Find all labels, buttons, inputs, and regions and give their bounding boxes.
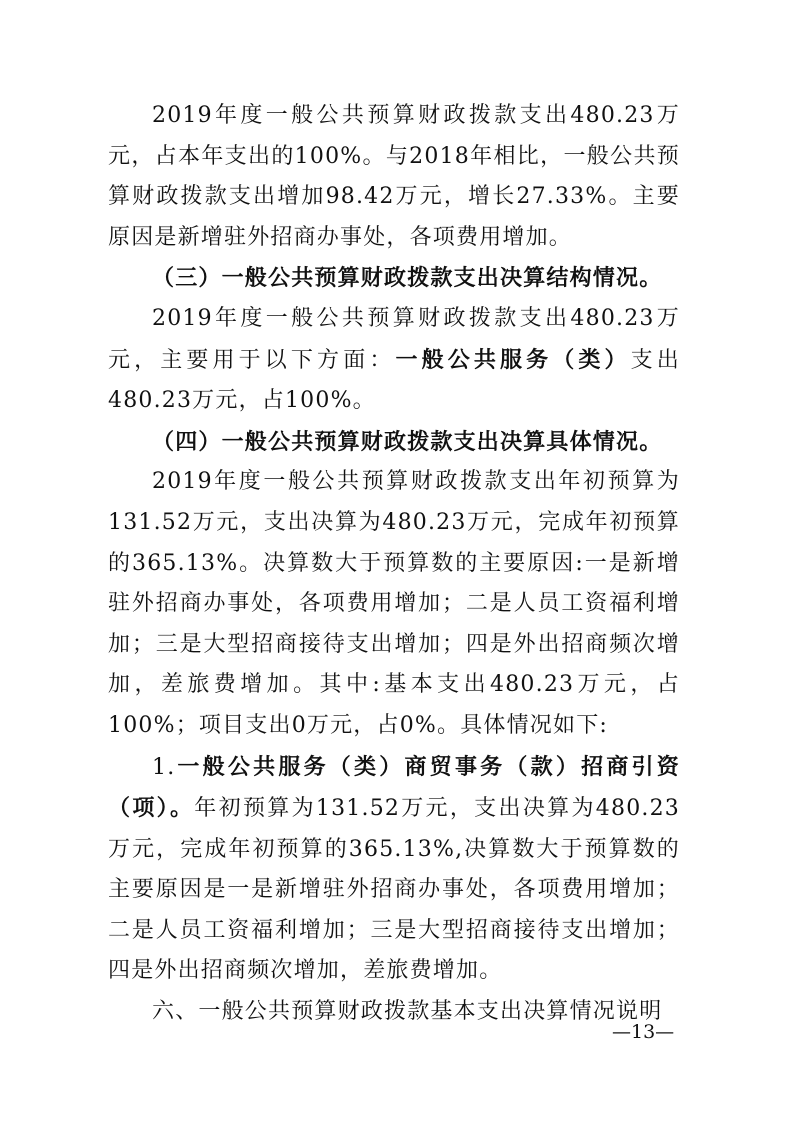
paragraph-text-before: 2019年度一般公共预算财政拨款支出480.23万元，主要用于以下方面：: [108, 305, 680, 373]
section-heading-structure: [108, 258, 680, 299]
heading-text: （四）一般公共预算财政拨款支出决算具体情况。: [152, 428, 663, 455]
item-description: 年初预算为131.52万元，支出决算为480.23万元，完成年初预算的365.13%,决算数大于预算数的主要原因是一是新增驻外招商办事处，各项费用增加；二是人员工资福利增加；三是大型招商接待支出增加；四是外出招商频次增加，差旅费增加。: [108, 796, 680, 984]
section-text: 六、一般公共预算财政拨款基本支出决算情况说明: [152, 999, 663, 1025]
document-body: [108, 96, 680, 1033]
paragraph-text-after: 支出480.23万元，占100%。: [108, 347, 681, 414]
paragraph-text: 2019年度一般公共预算财政拨款支出年初预算为131.52万元，支出决算为480.23万元，完成年初预算的365.13%。决算数大于预算数的主要原因:一是新增驻外招商办事处，各项费用增加；二是人员工资福利增加；三是大型招商接待支出增加；四是外出招商频次增加，差旅费增加。其中:基本支出480.23万元，占100%；项目支出0万元，占0%。具体情况如下:: [108, 469, 680, 738]
item-number: 1.: [152, 754, 176, 780]
paragraph-structure-details: [108, 299, 680, 422]
item-title: 一般公共服务（类）商贸事务（款）招商引资（项）。: [108, 753, 680, 822]
paragraph-bold-term: 一般公共服务（类）: [395, 346, 631, 373]
section-heading-basic-expenditure: [108, 992, 680, 1033]
page-number: —13—: [612, 1021, 675, 1043]
paragraph-text: 2019年度一般公共预算财政拨款支出480.23万元，占本年支出的100%。与2018年相比，一般公共预算财政拨款支出增加98.42万元，增长27.33%。主要原因是新增驻外招商办事处，各项费用增加。: [108, 103, 680, 250]
section-heading-specific: [108, 422, 680, 463]
paragraph-general-budget-expenditure: [108, 96, 680, 258]
paragraph-item-investment-promotion: [108, 747, 680, 993]
heading-text: （三）一般公共预算财政拨款支出决算结构情况。: [152, 265, 663, 292]
paragraph-specific-details: [108, 462, 680, 746]
